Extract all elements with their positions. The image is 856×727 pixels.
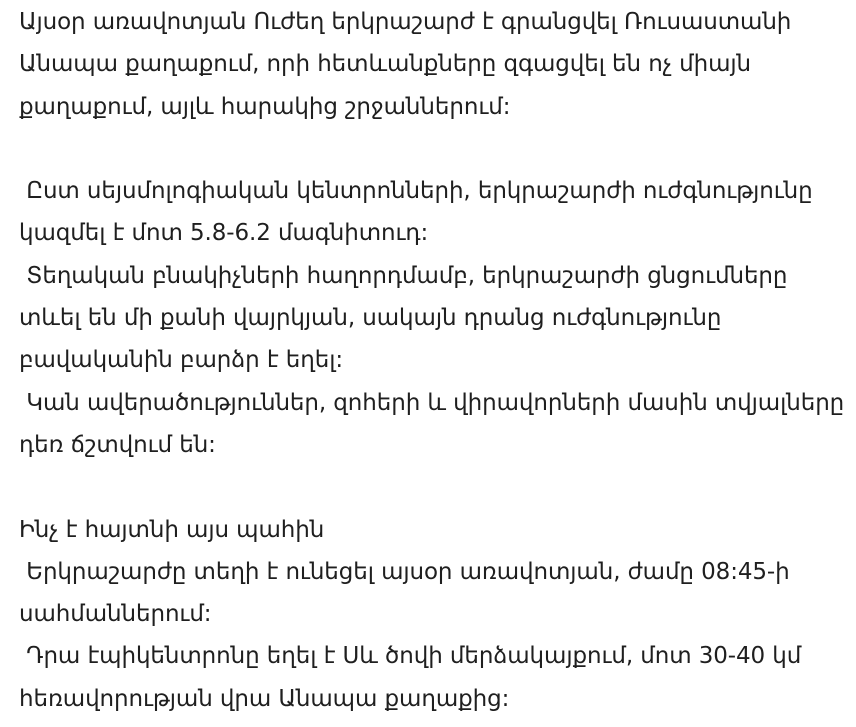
residents-paragraph: Տեղական բնակիչների հաղորդմամբ, երկրաշարժի ցնցումները տևել են մի քանի վայրկյան, սակայն դրանց ուժգնությունը բավականին բարձր է եղել:: [19, 262, 795, 374]
paragraph-spacer: [19, 466, 849, 508]
intro-paragraph: Այսօր առավոտյան Ուժեղ երկրաշարժ է գրանցվել Ռուսաստանի Անապա քաղաքում, որի հետևանքները զգացվել են ոչ միայն քաղաքում, այլև հարակից շրջաններում:: [19, 9, 799, 120]
article-body: [19, 0, 852, 720]
paragraph-spacer: [19, 128, 849, 170]
section-heading: Ինչ է հայտնի այս պահին: [19, 516, 325, 543]
epicenter-paragraph: Դրա էպիկենտրոնը եղել է Սև ծովի մերձակայքում, մոտ 30-40 կմ հեռավորության վրա Անապա քաղաքից:: [19, 643, 809, 712]
magnitude-paragraph: Ըստ սեյսմոլոգիական կենտրոնների, երկրաշարժի ուժգնությունը կազմել է մոտ 5.8-6.2 մագնիտուդ:: [19, 178, 820, 247]
time-paragraph: Երկրաշարժը տեղի է ունեցել այսօր առավոտյան, ժամը 08:45-ի սահմաններում:: [19, 558, 797, 628]
casualties-paragraph: Կան ավերածություններ, զոհերի և վիրավորների մասին տվյալները դեռ ճշտվում են:: [19, 389, 852, 458]
